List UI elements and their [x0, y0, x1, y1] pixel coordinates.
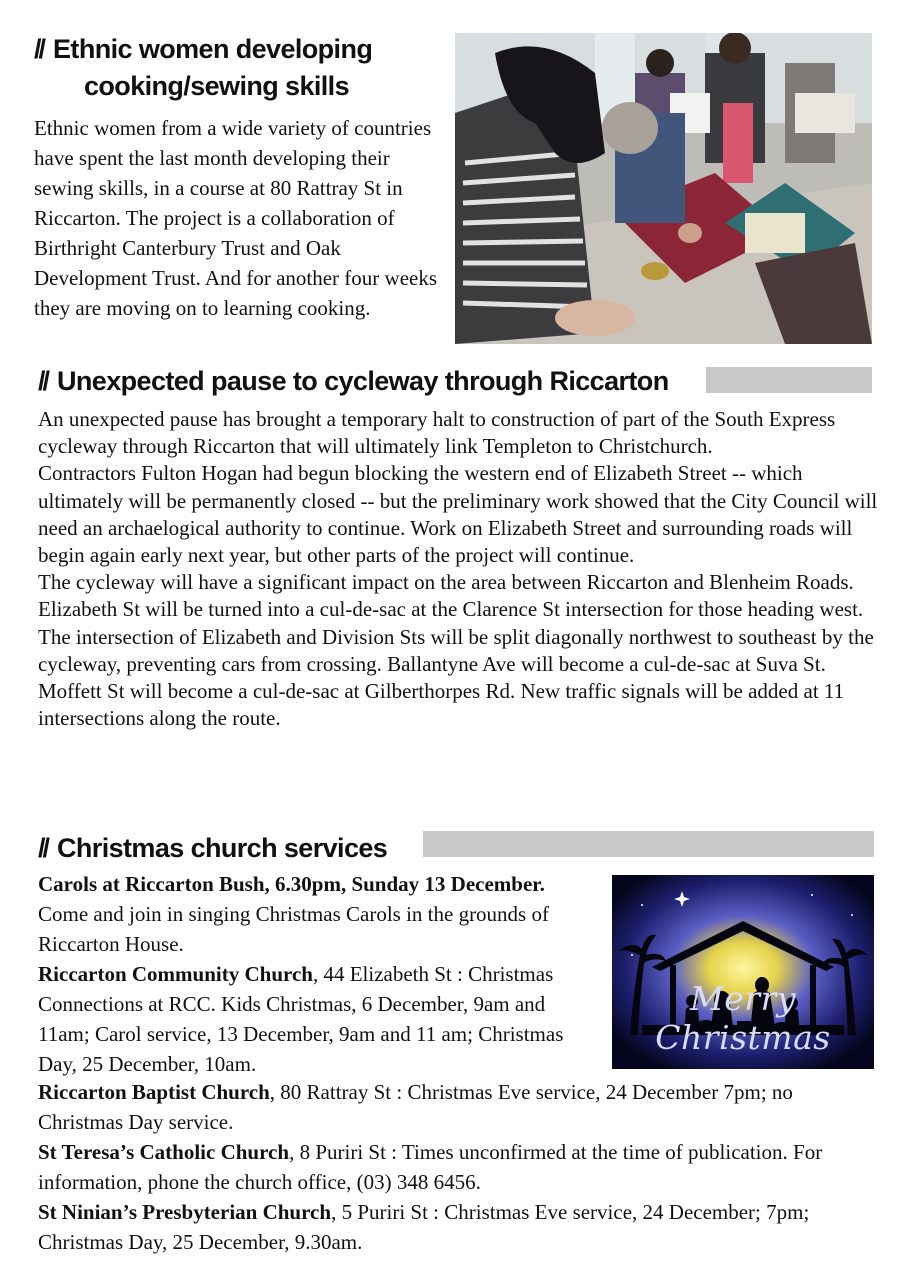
- sewing-class-photo: [455, 33, 872, 344]
- list-item: [38, 1077, 878, 1137]
- service-name: St Ninian’s Presbyterian Church: [38, 1200, 332, 1224]
- section-marker: //: [38, 366, 48, 396]
- section2-heading-bar: [706, 367, 872, 393]
- section1-title-line2: cooking/sewing skills: [84, 71, 349, 101]
- section1-heading: [34, 31, 454, 105]
- list-item: [38, 1137, 878, 1197]
- section2-title: Unexpected pause to cycleway through Riccarton: [57, 366, 669, 396]
- section2-paragraph: The cycleway will have a significant impact on the area between Riccarton and Blenheim Roads. Elizabeth St will be turned into a cul-de-sac at the Clarence St intersection for those heading west. The intersection of Elizabeth and Division Sts will be split diagonally northwest to southeast by the cycleway, preventing cars from crossing. Ballantyne Ave will become a cul-de-sac at Suva St. Moffett St will become a cul-de-sac at Gilberthorpes Rd. New traffic signals will be added at 11 intersections along the route.: [38, 570, 874, 731]
- section-marker: //: [38, 833, 48, 863]
- section3-heading-bar: [423, 831, 874, 857]
- christmas-services-list-top: [38, 869, 598, 1079]
- service-name: Riccarton Community Church: [38, 962, 313, 986]
- christmas-services-list-bottom: [38, 1077, 878, 1257]
- service-name: Carols at Riccarton Bush, 6.30pm, Sunday 13 December.: [38, 872, 545, 896]
- list-item: [38, 869, 598, 959]
- list-item: [38, 1197, 878, 1257]
- merry-christmas-card: [612, 875, 874, 1069]
- service-name: Riccarton Baptist Church: [38, 1080, 270, 1104]
- section3-heading: [38, 830, 418, 867]
- section2-body: [38, 406, 878, 732]
- section1-body: Ethnic women from a wide variety of countries have spent the last month developing their sewing skills, in a course at 80 Rattray St in Riccarton. The project is a collaboration of Birthright Canterbury Trust and Oak Development Trust. And for another four weeks they are moving on to learning cooking.: [34, 116, 438, 320]
- section1-title-line1: Ethnic women developing: [53, 34, 373, 64]
- service-detail: , 44 Elizabeth St : Christmas Connections at RCC. Kids Christmas, 6 December, 9am and 11am; Carol service, 13 December, 9am and 11 am; Christmas Day, 25 December, 10am.: [38, 962, 564, 1076]
- list-item: [38, 959, 598, 1079]
- merry-christmas-text: Merry Christmas: [655, 979, 831, 1057]
- service-detail: , 80 Rattray St : Christmas Eve service, 24 December 7pm; no Christmas Day service.: [38, 1080, 793, 1134]
- service-detail: Come and join in singing Christmas Carols in the grounds of Riccarton House.: [38, 902, 549, 956]
- section2-paragraph: Contractors Fulton Hogan had begun blocking the western end of Elizabeth Street -- which ultimately will be permanently closed -- but the preliminary work showed that the City Council will need an archaelogical authority to continue. Work on Elizabeth Street and surrounding roads will begin again early next year, but other parts of the project will continue.: [38, 461, 878, 568]
- section-marker: //: [34, 34, 44, 64]
- section2-paragraph: An unexpected pause has brought a temporary halt to construction of part of the South Express cycleway through Riccarton that will ultimately link Templeton to Christchurch.: [38, 407, 836, 459]
- service-detail: , 8 Puriri St : Times unconfirmed at the time of publication. For information, phone the church office, (03) 348 6456.: [38, 1140, 823, 1194]
- service-detail: , 5 Puriri St : Christmas Eve service, 24 December; 7pm; Christmas Day, 25 December, 9.30am.: [38, 1200, 810, 1254]
- section2-heading: [38, 363, 718, 400]
- section3-title: Christmas church services: [57, 833, 388, 863]
- service-name: St Teresa’s Catholic Church: [38, 1140, 290, 1164]
